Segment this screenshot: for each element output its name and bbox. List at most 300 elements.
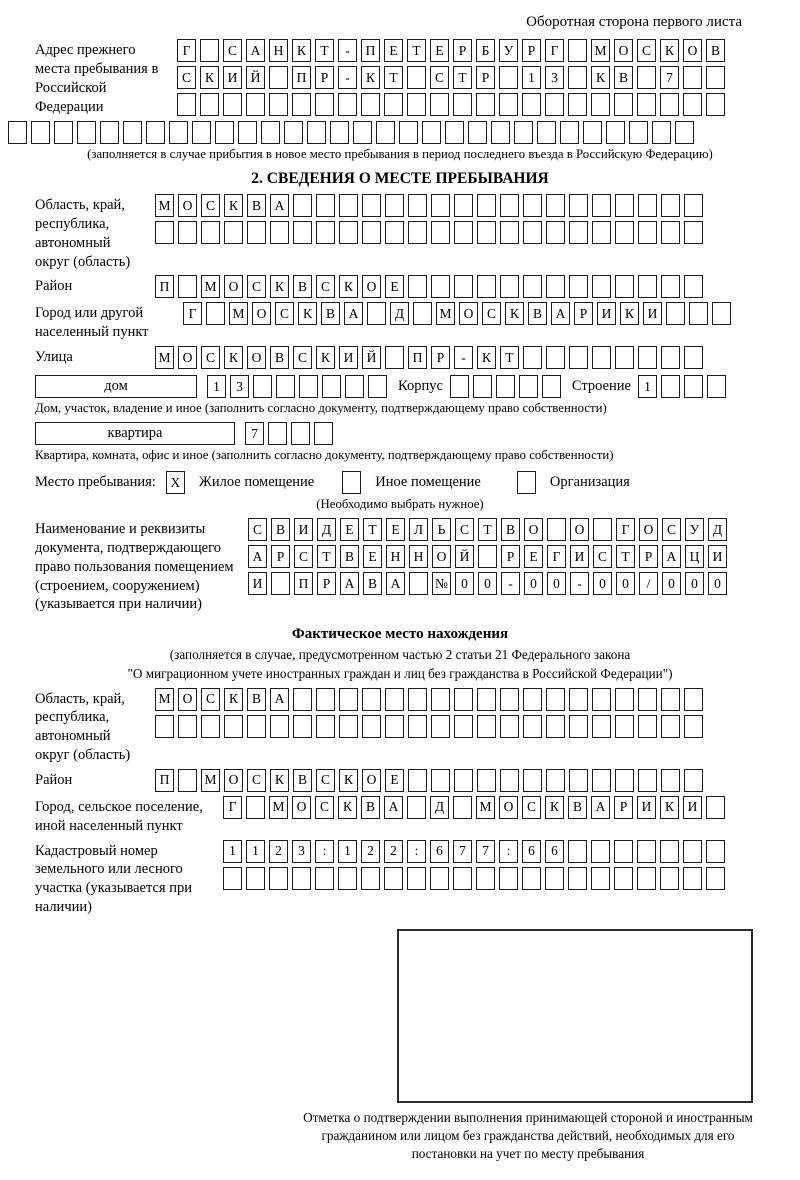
char-box[interactable]: Д [430, 796, 449, 819]
char-box[interactable]: В [321, 302, 340, 325]
char-box[interactable]: О [570, 518, 589, 541]
char-box[interactable]: Т [384, 66, 403, 89]
char-box[interactable] [315, 93, 334, 116]
char-box[interactable]: К [339, 275, 358, 298]
char-box[interactable] [637, 93, 656, 116]
char-box[interactable] [546, 194, 565, 217]
char-box[interactable] [615, 715, 634, 738]
char-box[interactable]: 7 [245, 422, 264, 445]
char-box[interactable]: С [201, 194, 220, 217]
char-box[interactable] [269, 867, 288, 890]
char-box[interactable] [338, 93, 357, 116]
char-box[interactable] [615, 688, 634, 711]
char-box[interactable]: О [459, 302, 478, 325]
char-box[interactable] [407, 66, 426, 89]
char-box[interactable] [569, 688, 588, 711]
char-box[interactable]: Р [522, 39, 541, 62]
char-box[interactable]: М [591, 39, 610, 62]
char-box[interactable]: И [597, 302, 616, 325]
char-box[interactable]: М [269, 796, 288, 819]
char-box[interactable]: С [662, 518, 681, 541]
char-box[interactable]: М [155, 194, 174, 217]
char-box[interactable] [276, 375, 295, 398]
char-box[interactable] [223, 867, 242, 890]
char-box[interactable]: О [178, 346, 197, 369]
char-box[interactable]: М [201, 275, 220, 298]
char-box[interactable]: 6 [430, 840, 449, 863]
char-box[interactable] [206, 302, 225, 325]
char-box[interactable] [192, 121, 211, 144]
char-box[interactable]: 1 [522, 66, 541, 89]
char-box[interactable] [384, 867, 403, 890]
char-box[interactable] [454, 715, 473, 738]
char-box[interactable] [385, 346, 404, 369]
char-box[interactable] [683, 867, 702, 890]
char-box[interactable]: Р [453, 39, 472, 62]
char-box[interactable]: С [316, 275, 335, 298]
char-box[interactable]: Н [386, 545, 405, 568]
char-box[interactable]: И [339, 346, 358, 369]
char-box[interactable]: Д [390, 302, 409, 325]
char-box[interactable]: У [685, 518, 704, 541]
char-box[interactable]: О [432, 545, 451, 568]
char-box[interactable] [523, 346, 542, 369]
char-box[interactable] [522, 93, 541, 116]
char-box[interactable] [638, 346, 657, 369]
char-box[interactable]: У [499, 39, 518, 62]
char-box[interactable] [514, 121, 533, 144]
char-box[interactable] [592, 346, 611, 369]
char-box[interactable]: 1 [246, 840, 265, 863]
char-box[interactable] [431, 194, 450, 217]
char-box[interactable] [361, 867, 380, 890]
char-box[interactable] [178, 769, 197, 792]
char-box[interactable] [223, 93, 242, 116]
char-box[interactable]: И [637, 796, 656, 819]
char-box[interactable] [408, 275, 427, 298]
char-box[interactable] [314, 422, 333, 445]
char-box[interactable]: Г [177, 39, 196, 62]
char-box[interactable] [546, 688, 565, 711]
char-box[interactable]: 0 [455, 572, 474, 595]
char-box[interactable] [293, 688, 312, 711]
char-box[interactable]: И [248, 572, 267, 595]
char-box[interactable] [399, 121, 418, 144]
char-box[interactable]: Е [385, 275, 404, 298]
char-box[interactable] [453, 796, 472, 819]
char-box[interactable] [583, 121, 602, 144]
char-box[interactable]: 7 [660, 66, 679, 89]
char-box[interactable]: 6 [545, 840, 564, 863]
char-box[interactable]: Т [500, 346, 519, 369]
char-box[interactable] [376, 121, 395, 144]
char-box[interactable] [706, 840, 725, 863]
char-box[interactable]: 0 [524, 572, 543, 595]
char-box[interactable]: В [614, 66, 633, 89]
char-box[interactable] [569, 194, 588, 217]
char-box[interactable]: Р [501, 545, 520, 568]
char-box[interactable] [683, 66, 702, 89]
char-box[interactable] [591, 93, 610, 116]
char-box[interactable] [491, 121, 510, 144]
char-box[interactable] [476, 867, 495, 890]
char-box[interactable] [362, 715, 381, 738]
char-box[interactable] [422, 121, 441, 144]
char-box[interactable] [661, 275, 680, 298]
char-box[interactable]: 0 [708, 572, 727, 595]
char-box[interactable] [409, 572, 428, 595]
char-box[interactable] [684, 221, 703, 244]
char-box[interactable]: Е [363, 545, 382, 568]
char-box[interactable] [615, 346, 634, 369]
char-box[interactable] [246, 796, 265, 819]
char-box[interactable] [215, 121, 234, 144]
char-box[interactable] [8, 121, 27, 144]
char-box[interactable]: П [155, 769, 174, 792]
char-box[interactable] [316, 194, 335, 217]
char-box[interactable] [684, 769, 703, 792]
char-box[interactable]: С [275, 302, 294, 325]
char-box[interactable]: С [177, 66, 196, 89]
char-box[interactable] [684, 688, 703, 711]
char-box[interactable] [638, 221, 657, 244]
char-box[interactable] [293, 715, 312, 738]
char-box[interactable] [542, 375, 561, 398]
char-box[interactable]: А [246, 39, 265, 62]
char-box[interactable]: Л [409, 518, 428, 541]
char-box[interactable] [284, 121, 303, 144]
char-box[interactable] [362, 221, 381, 244]
char-box[interactable] [384, 93, 403, 116]
char-box[interactable] [177, 93, 196, 116]
char-box[interactable]: / [639, 572, 658, 595]
char-box[interactable]: А [386, 572, 405, 595]
char-box[interactable]: К [292, 39, 311, 62]
char-box[interactable]: А [662, 545, 681, 568]
char-box[interactable] [445, 121, 464, 144]
char-box[interactable] [569, 769, 588, 792]
char-box[interactable] [454, 275, 473, 298]
char-box[interactable]: - [454, 346, 473, 369]
char-box[interactable] [368, 375, 387, 398]
char-box[interactable] [615, 769, 634, 792]
char-box[interactable] [614, 840, 633, 863]
char-box[interactable]: Р [639, 545, 658, 568]
char-box[interactable]: П [361, 39, 380, 62]
char-box[interactable]: Т [317, 545, 336, 568]
char-box[interactable]: К [316, 346, 335, 369]
char-box[interactable] [408, 769, 427, 792]
char-box[interactable]: 0 [593, 572, 612, 595]
char-box[interactable] [706, 93, 725, 116]
char-box[interactable] [299, 375, 318, 398]
char-box[interactable] [660, 840, 679, 863]
char-box[interactable]: К [224, 194, 243, 217]
char-box[interactable] [454, 194, 473, 217]
char-box[interactable] [247, 221, 266, 244]
char-box[interactable]: К [338, 796, 357, 819]
char-box[interactable] [637, 66, 656, 89]
char-box[interactable] [706, 796, 725, 819]
char-box[interactable] [683, 840, 702, 863]
char-box[interactable] [537, 121, 556, 144]
char-box[interactable] [661, 194, 680, 217]
char-box[interactable]: Р [476, 66, 495, 89]
char-box[interactable] [500, 769, 519, 792]
char-box[interactable] [178, 221, 197, 244]
char-box[interactable]: К [660, 39, 679, 62]
char-box[interactable]: К [545, 796, 564, 819]
char-box[interactable] [592, 688, 611, 711]
char-box[interactable]: В [270, 346, 289, 369]
char-box[interactable] [224, 221, 243, 244]
char-box[interactable] [431, 688, 450, 711]
char-box[interactable] [569, 221, 588, 244]
char-box[interactable] [523, 715, 542, 738]
char-box[interactable]: А [248, 545, 267, 568]
char-box[interactable] [454, 221, 473, 244]
char-box[interactable] [292, 867, 311, 890]
char-box[interactable]: - [338, 39, 357, 62]
char-box[interactable]: М [229, 302, 248, 325]
char-box[interactable]: В [247, 194, 266, 217]
char-box[interactable] [431, 275, 450, 298]
char-box[interactable] [546, 715, 565, 738]
char-box[interactable]: Р [574, 302, 593, 325]
char-box[interactable] [523, 221, 542, 244]
char-box[interactable] [477, 221, 496, 244]
char-box[interactable] [684, 375, 703, 398]
char-box[interactable] [684, 346, 703, 369]
char-box[interactable]: А [340, 572, 359, 595]
char-box[interactable]: А [384, 796, 403, 819]
char-box[interactable] [269, 93, 288, 116]
char-box[interactable]: 2 [361, 840, 380, 863]
char-box[interactable] [712, 302, 731, 325]
char-box[interactable] [707, 375, 726, 398]
char-box[interactable]: О [224, 769, 243, 792]
char-box[interactable] [523, 194, 542, 217]
char-box[interactable]: С [201, 346, 220, 369]
char-box[interactable]: П [408, 346, 427, 369]
char-box[interactable]: : [407, 840, 426, 863]
char-box[interactable] [660, 867, 679, 890]
char-box[interactable] [408, 715, 427, 738]
char-box[interactable]: Е [384, 39, 403, 62]
char-box[interactable]: О [362, 769, 381, 792]
char-box[interactable]: В [706, 39, 725, 62]
char-box[interactable]: М [201, 769, 220, 792]
char-box[interactable]: О [614, 39, 633, 62]
char-box[interactable]: С [223, 39, 242, 62]
char-box[interactable]: К [505, 302, 524, 325]
char-box[interactable]: С [482, 302, 501, 325]
char-box[interactable] [430, 867, 449, 890]
char-box[interactable]: И [683, 796, 702, 819]
char-box[interactable] [592, 769, 611, 792]
char-box[interactable]: Г [616, 518, 635, 541]
char-box[interactable]: О [499, 796, 518, 819]
char-box[interactable] [146, 121, 165, 144]
char-box[interactable] [362, 194, 381, 217]
char-box[interactable]: Т [315, 39, 334, 62]
char-box[interactable] [684, 194, 703, 217]
char-box[interactable]: 7 [476, 840, 495, 863]
char-box[interactable] [247, 715, 266, 738]
char-box[interactable]: О [224, 275, 243, 298]
char-box[interactable] [345, 375, 364, 398]
char-box[interactable]: Г [183, 302, 202, 325]
char-box[interactable] [569, 715, 588, 738]
char-box[interactable] [706, 66, 725, 89]
char-box[interactable] [77, 121, 96, 144]
char-box[interactable]: И [223, 66, 242, 89]
char-box[interactable] [431, 715, 450, 738]
char-box[interactable]: X [166, 471, 185, 494]
char-box[interactable] [652, 121, 671, 144]
char-box[interactable] [499, 867, 518, 890]
char-box[interactable] [545, 867, 564, 890]
char-box[interactable]: О [252, 302, 271, 325]
char-box[interactable]: В [528, 302, 547, 325]
char-box[interactable] [569, 275, 588, 298]
char-box[interactable] [269, 66, 288, 89]
char-box[interactable] [293, 194, 312, 217]
char-box[interactable] [407, 867, 426, 890]
char-box[interactable]: Д [708, 518, 727, 541]
char-box[interactable]: Ь [432, 518, 451, 541]
char-box[interactable] [54, 121, 73, 144]
char-box[interactable] [316, 221, 335, 244]
char-box[interactable] [292, 93, 311, 116]
char-box[interactable] [499, 66, 518, 89]
char-box[interactable] [637, 867, 656, 890]
char-box[interactable] [569, 346, 588, 369]
char-box[interactable] [339, 688, 358, 711]
char-box[interactable]: 1 [338, 840, 357, 863]
char-box[interactable]: Е [340, 518, 359, 541]
char-box[interactable] [638, 275, 657, 298]
char-box[interactable]: К [339, 769, 358, 792]
char-box[interactable]: 6 [522, 840, 541, 863]
char-box[interactable]: Й [246, 66, 265, 89]
char-box[interactable]: 3 [292, 840, 311, 863]
char-box[interactable] [592, 221, 611, 244]
char-box[interactable] [638, 688, 657, 711]
char-box[interactable]: К [660, 796, 679, 819]
char-box[interactable]: Р [271, 545, 290, 568]
char-box[interactable] [468, 121, 487, 144]
char-box[interactable]: Н [269, 39, 288, 62]
char-box[interactable] [606, 121, 625, 144]
char-box[interactable] [684, 275, 703, 298]
char-box[interactable]: В [361, 796, 380, 819]
char-box[interactable]: С [455, 518, 474, 541]
char-box[interactable]: 7 [453, 840, 472, 863]
char-box[interactable] [547, 518, 566, 541]
char-box[interactable]: Т [363, 518, 382, 541]
char-box[interactable]: А [270, 688, 289, 711]
char-box[interactable] [592, 715, 611, 738]
char-box[interactable]: Т [453, 66, 472, 89]
char-box[interactable] [307, 121, 326, 144]
char-box[interactable] [322, 375, 341, 398]
char-box[interactable]: С [247, 769, 266, 792]
char-box[interactable] [522, 867, 541, 890]
char-box[interactable] [500, 275, 519, 298]
char-box[interactable] [637, 840, 656, 863]
char-box[interactable] [224, 715, 243, 738]
char-box[interactable] [407, 796, 426, 819]
char-box[interactable]: В [271, 518, 290, 541]
char-box[interactable] [200, 93, 219, 116]
char-box[interactable] [453, 93, 472, 116]
char-box[interactable] [614, 867, 633, 890]
char-box[interactable] [478, 545, 497, 568]
char-box[interactable] [615, 194, 634, 217]
char-box[interactable] [661, 715, 680, 738]
char-box[interactable]: 2 [384, 840, 403, 863]
char-box[interactable] [615, 221, 634, 244]
char-box[interactable] [450, 375, 469, 398]
char-box[interactable] [660, 93, 679, 116]
char-box[interactable]: С [248, 518, 267, 541]
char-box[interactable] [592, 275, 611, 298]
char-box[interactable]: М [155, 688, 174, 711]
char-box[interactable]: В [501, 518, 520, 541]
char-box[interactable] [706, 867, 725, 890]
char-box[interactable]: А [551, 302, 570, 325]
char-box[interactable] [629, 121, 648, 144]
char-box[interactable] [523, 275, 542, 298]
char-box[interactable] [593, 518, 612, 541]
char-box[interactable] [430, 93, 449, 116]
char-box[interactable] [496, 375, 515, 398]
char-box[interactable]: И [643, 302, 662, 325]
char-box[interactable] [408, 194, 427, 217]
char-box[interactable]: Й [455, 545, 474, 568]
char-box[interactable] [431, 769, 450, 792]
char-box[interactable] [431, 221, 450, 244]
char-box[interactable]: Д [317, 518, 336, 541]
char-box[interactable]: О [362, 275, 381, 298]
char-box[interactable]: О [292, 796, 311, 819]
char-box[interactable] [200, 39, 219, 62]
char-box[interactable]: Н [409, 545, 428, 568]
char-box[interactable] [591, 867, 610, 890]
char-box[interactable] [477, 194, 496, 217]
char-box[interactable] [169, 121, 188, 144]
char-box[interactable] [361, 93, 380, 116]
char-box[interactable] [568, 867, 587, 890]
char-box[interactable]: 1 [207, 375, 226, 398]
char-box[interactable]: К [477, 346, 496, 369]
char-box[interactable] [473, 375, 492, 398]
char-box[interactable]: № [432, 572, 451, 595]
char-box[interactable] [499, 93, 518, 116]
char-box[interactable]: 2 [269, 840, 288, 863]
char-box[interactable]: Г [545, 39, 564, 62]
char-box[interactable] [385, 221, 404, 244]
char-box[interactable] [454, 769, 473, 792]
char-box[interactable]: В [247, 688, 266, 711]
char-box[interactable] [500, 715, 519, 738]
char-box[interactable]: К [270, 275, 289, 298]
char-box[interactable] [201, 221, 220, 244]
char-box[interactable] [477, 769, 496, 792]
char-box[interactable]: М [476, 796, 495, 819]
char-box[interactable]: Р [614, 796, 633, 819]
